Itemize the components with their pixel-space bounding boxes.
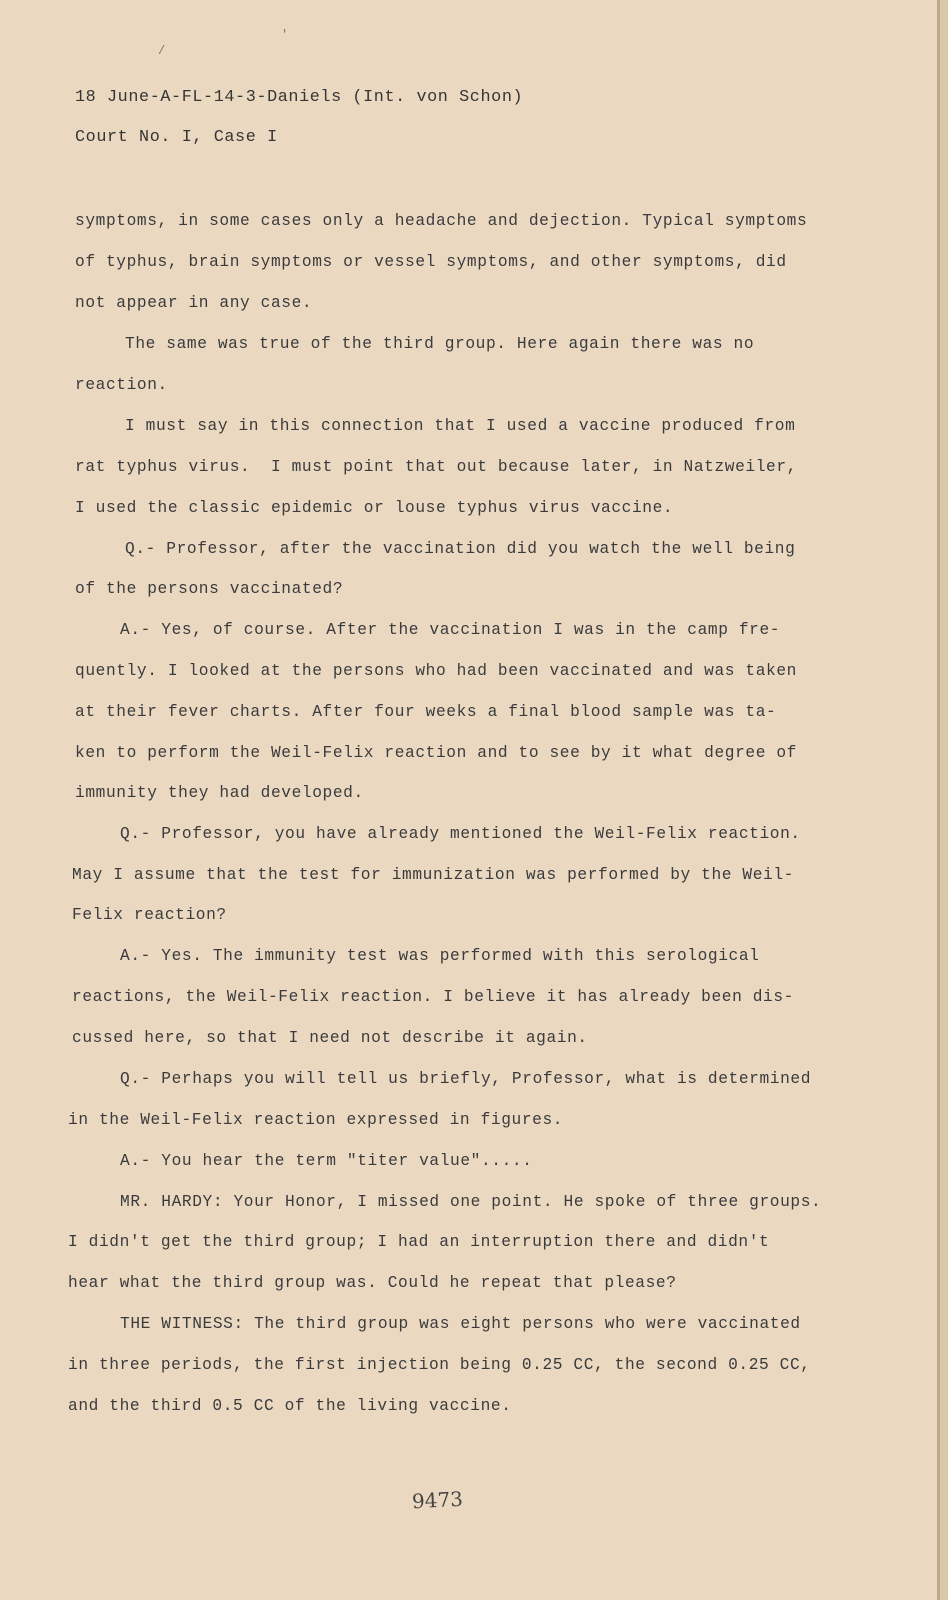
transcript-line: reaction. xyxy=(75,376,168,394)
transcript-line: Q.- Professor, you have already mentioned the Weil-Felix reaction. xyxy=(120,825,801,843)
transcript-line: I used the classic epidemic or louse typhus virus vaccine. xyxy=(75,499,674,517)
transcript-line: ken to perform the Weil-Felix reaction and to see by it what degree of xyxy=(75,744,797,762)
transcript-line: I didn't get the third group; I had an interruption there and didn't xyxy=(68,1233,770,1251)
transcript-line: not appear in any case. xyxy=(75,294,313,312)
transcript-line: A.- You hear the term "titer value"..... xyxy=(120,1152,533,1170)
transcript-line: and the third 0.5 CC of the living vaccine. xyxy=(68,1397,512,1415)
transcript-line: of the persons vaccinated? xyxy=(75,580,344,598)
transcript-line: I must say in this connection that I used a vaccine produced from xyxy=(125,417,796,435)
transcript-line: of typhus, brain symptoms or vessel symptoms, and other symptoms, did xyxy=(75,253,787,271)
transcript-line: rat typhus virus. I must point that out because later, in Natzweiler, xyxy=(75,458,797,476)
transcript-line: MR. HARDY: Your Honor, I missed one point. He spoke of three groups. xyxy=(120,1193,822,1211)
transcript-line: reactions, the Weil-Felix reaction. I believe it has already been dis- xyxy=(72,988,794,1006)
transcript-line: at their fever charts. After four weeks a final blood sample was ta- xyxy=(75,703,777,721)
transcript-line: symptoms, in some cases only a headache and dejection. Typical symptoms xyxy=(75,212,808,230)
transcript-line: quently. I looked at the persons who had been vaccinated and was taken xyxy=(75,662,797,680)
transcript-line: in the Weil-Felix reaction expressed in figures. xyxy=(68,1111,564,1129)
transcript-line: in three periods, the first injection being 0.25 CC, the second 0.25 CC, xyxy=(68,1356,811,1374)
transcript-line: hear what the third group was. Could he repeat that please? xyxy=(68,1274,677,1292)
transcript-line: THE WITNESS: The third group was eight persons who were vaccinated xyxy=(120,1315,801,1333)
transcript-line: Q.- Perhaps you will tell us briefly, Professor, what is determined xyxy=(120,1070,812,1088)
transcript-line: cussed here, so that I need not describe it again. xyxy=(72,1029,588,1047)
transcript-line: The same was true of the third group. Here again there was no xyxy=(125,335,755,353)
page-number: 9473 xyxy=(411,1486,464,1514)
case-reference: 18 June-A-FL-14-3-Daniels (Int. von Schon) xyxy=(75,88,524,107)
court-reference: Court No. I, Case I xyxy=(75,128,278,147)
transcript-line: A.- Yes. The immunity test was performed with this serological xyxy=(120,947,760,965)
stray-mark: / xyxy=(158,44,166,58)
transcript-line: immunity they had developed. xyxy=(75,784,364,802)
transcript-line: May I assume that the test for immunization was performed by the Weil- xyxy=(72,866,794,884)
transcript-line: Q.- Professor, after the vaccination did you watch the well being xyxy=(125,540,796,558)
transcript-line: A.- Yes, of course. After the vaccination I was in the camp fre- xyxy=(120,621,781,639)
stray-mark: ' xyxy=(281,28,289,42)
transcript-line: Felix reaction? xyxy=(72,906,227,924)
